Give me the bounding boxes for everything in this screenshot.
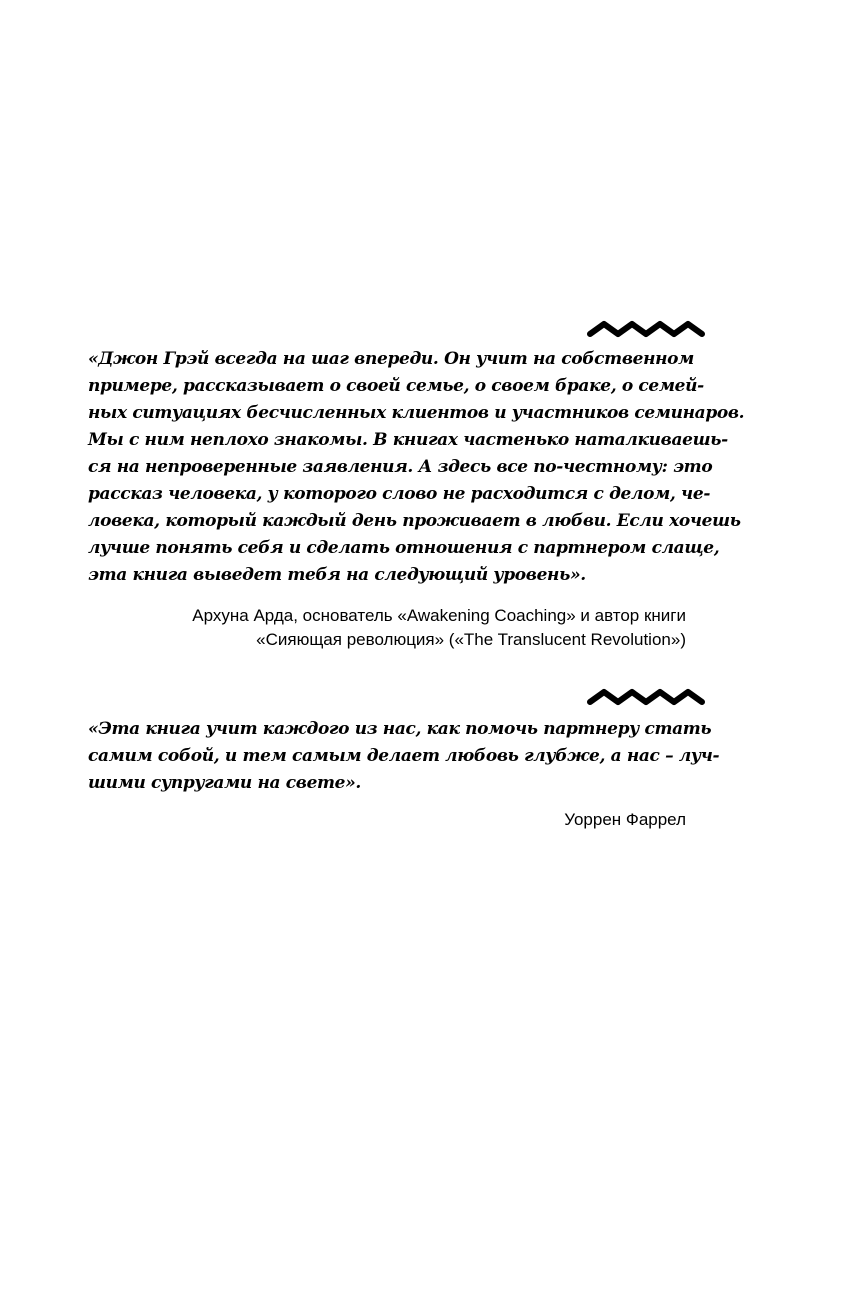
- zigzag-wave-icon: [586, 686, 706, 708]
- attribution-line: Уоррен Фаррел: [564, 810, 686, 829]
- quote-line: шими супругами на свете».: [88, 773, 361, 793]
- quote-line: лучше понять себя и сделать отношения с партнером слаще,: [88, 538, 720, 558]
- quote-line: эта книга выведет тебя на следующий уровень».: [88, 565, 586, 585]
- quote-line: примере, рассказывает о своей семье, о своем браке, о семей-: [88, 376, 704, 396]
- testimonial-1-quote: [88, 346, 745, 589]
- quote-line: «Эта книга учит каждого из нас, как помочь партнеру стать: [88, 719, 712, 739]
- attribution-line: «Сияющая революция» («The Translucent Revolution»): [256, 630, 686, 649]
- zigzag-wave-icon: [586, 318, 706, 340]
- quote-line: ловека, который каждый день проживает в любви. Если хочешь: [88, 511, 741, 531]
- testimonial-1-attribution: [88, 604, 686, 652]
- quote-line: Мы с ним неплохо знакомы. В книгах частенько наталкиваешь-: [88, 430, 728, 450]
- testimonial-2-attribution: [88, 808, 686, 832]
- quote-line: ных ситуациях бесчисленных клиентов и участников семинаров.: [88, 403, 745, 423]
- quote-line: «Джон Грэй всегда на шаг впереди. Он учит на собственном: [88, 349, 694, 369]
- quote-line: рассказ человека, у которого слово не расходится с делом, че-: [88, 484, 711, 504]
- quote-line: ся на непроверенные заявления. А здесь все по-честному: это: [88, 457, 713, 477]
- testimonial-2-quote: [88, 716, 720, 797]
- attribution-line: Архуна Арда, основатель «Awakening Coaching» и автор книги: [192, 606, 686, 625]
- quote-line: самим собой, и тем самым делает любовь глубже, а нас – луч-: [88, 746, 720, 766]
